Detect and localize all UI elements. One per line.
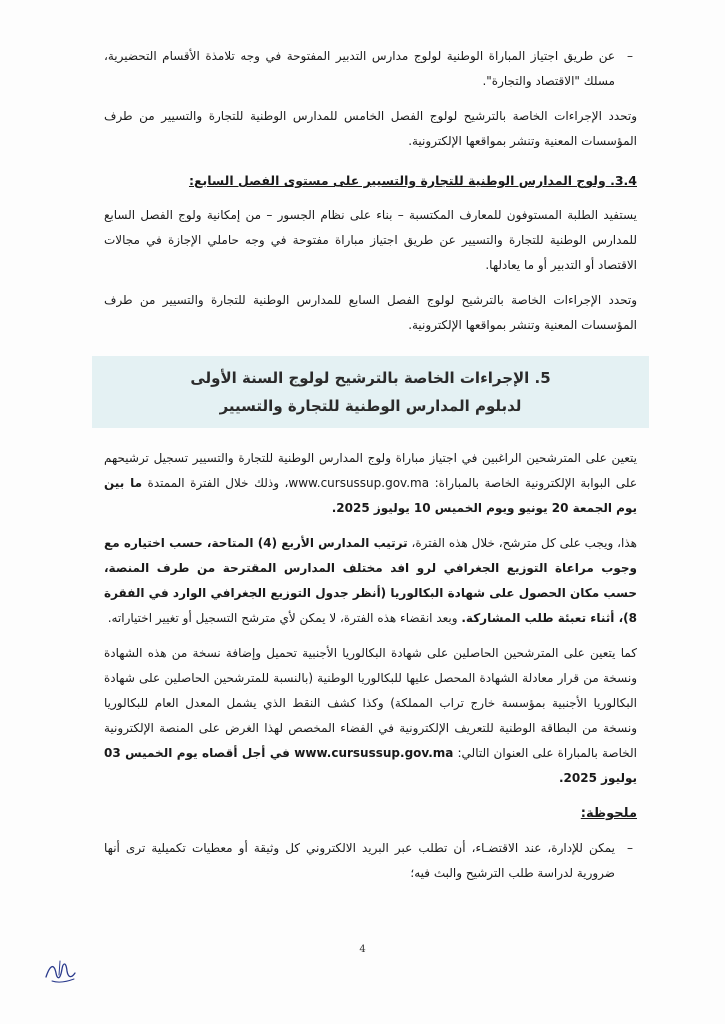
page-number: 4 [359, 944, 366, 955]
section-heading-5-line2: لدبلوم المدارس الوطنية للتجارة والتسيير [219, 397, 522, 415]
paragraph-foreign-baccalaureate [104, 641, 637, 791]
paragraph-fifth-semester-procedures: وتحدد الإجراءات الخاصة بالترشيح لولوج الفصل الخامس للمدارس الوطنية للتجارة والتسيير من طرف المؤسسات المعنية وتنشر بمواقعها الإلكترونية. [104, 109, 637, 148]
ranking-lead: هذا، ويجب على كل مترشح، خلال هذه الفترة، [407, 536, 638, 550]
section-heading-3-4: 3.4. ولوج المدارس الوطنية للتجارة والتسيير على مستوى الفصل السابع: [188, 173, 637, 188]
note-text: يمكن للإدارة، عند الاقتضـاء، أن تطلب عبر البريد الالكتروني كل وثيقة أو معطيات تكميلية ترى أنها ضرورية لدراسة طلب الترشيح والبث فيه؛ [104, 841, 615, 880]
paragraph-registration [104, 446, 637, 521]
bullet-text: عن طريق اجتياز المباراة الوطنية لولوج مدارس التدبير المفتوحة في وجه تلامذة الأقسام التحضيرية، مسلك "الاقتصاد والتجارة". [104, 49, 615, 88]
section-heading-5-line1: 5. الإجراءات الخاصة بالترشيح لولوج السنة الأولى [190, 369, 551, 387]
paragraph-seventh-semester-access: يستفيد الطلبة المستوفون للمعارف المكتسبة – بناء على نظام الجسور – من إمكانية ولوج الفصل السابع للمدارس الوطنية للتجارة والتسيير عن طريق اجتياز مباراة مفتوحة في وجه حاملي الإجازة في مجالات الاقتصاد أو التدبير أو ما يعادلها. [104, 208, 637, 272]
registration-period: ما بين يوم الجمعة 20 يونيو ويوم الخميس 10 يوليوز 2025. [104, 476, 637, 515]
foreign-bac-deadline: في أجل أقصاه يوم الخميس 03 يوليوز 2025. [104, 746, 637, 785]
section-heading-5 [92, 356, 649, 428]
list-item [104, 44, 637, 94]
ranking-tail: وبعد انقضاء هذه الفترة، لا يمكن لأي مترشح التسجيل أو تغيير اختياراته. [107, 611, 462, 625]
bullet-dash: – [627, 841, 633, 855]
note-heading: ملحوظة: [580, 806, 637, 821]
bullet-dash: – [627, 49, 633, 63]
list-item [104, 836, 637, 886]
foreign-bac-text: كما يتعين على المترشحين الحاصلين على شهادة البكالوريا الأجنبية تحميل وإضافة نسخة من هذه الشهادة ونسخة من قرار معادلة الشهادة المحصل عليها للبكالوريا الوطنية (بالنسبة للمترشحين الحاصلين على شهادة البكالوريا الأجنبية بمؤسسة خارج تراب المملكة) وكذا كشف النقط الذي يشمل المعدل العام للبكالوريا ونسخة من البطاقة الوطنية للتعريف الإلكترونية في الفضاء المخصص لهذا الغرض على المنصة الإلكترونية الخاصة بالمباراة على العنوان التالي: [104, 646, 637, 760]
document-body [104, 44, 637, 896]
platform-url: www.cursussup.gov.ma [294, 746, 454, 760]
paragraph-school-ranking [104, 531, 637, 631]
ranking-requirement: ترتيب المدارس الأربع (4) المتاحة، حسب اختياره مع وجوب مراعاة التوزيع الجغرافي لرو افد مختلف المدارس المقترحة من طرف المنصة، حسب مكان الحصول على شهادة البكالوريا (أنظر جدول التوزيع الجغرافي الوارد في الفقرة 8)، أثناء تعبئة طلب المشاركة. [104, 536, 637, 625]
paragraph-seventh-semester-procedures: وتحدد الإجراءات الخاصة بالترشيح لولوج الفصل السابع للمدارس الوطنية للتجارة والتسيير من طرف المؤسسات المعنية وتنشر بمواقعها الإلكترونية. [104, 293, 637, 332]
registration-text: يتعين على المترشحين الراغبين في اجتياز مباراة ولوج المدارس الوطنية للتجارة والتسيير تسجيل ترشيحهم على البوابة الإلكترونية الخاصة بالمباراة: www.cursussup.gov.ma، وذلك خلال الفترة الممتدة [104, 451, 638, 490]
signature-mark [40, 955, 80, 987]
